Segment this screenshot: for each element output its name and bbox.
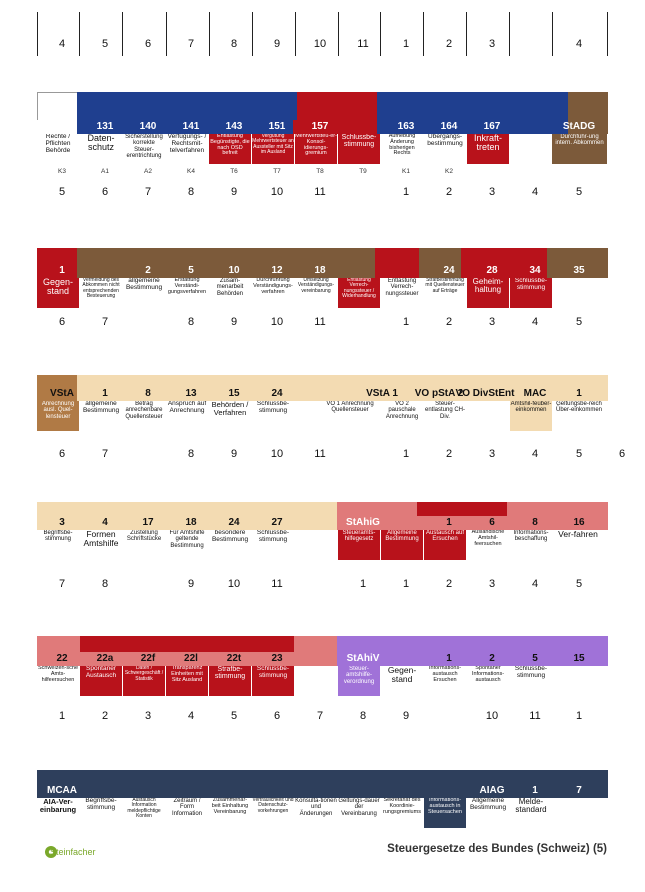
r3-bar-num: VO DivStEnt — [455, 388, 515, 399]
r2-bar-num: 2 — [145, 265, 151, 276]
r4-label: Schlussbe-stimmung — [256, 530, 290, 543]
r3-num: 9 — [230, 316, 238, 328]
r1-code: T8 — [316, 168, 324, 175]
r4-label: Ver-fahren — [558, 530, 598, 539]
r2-num: 3 — [488, 186, 496, 198]
r1-bar-num: 163 — [397, 121, 415, 132]
r2-num: 5 — [58, 186, 66, 198]
row1-bar-flipped — [37, 92, 608, 120]
r6-label: Melde-standard — [515, 798, 547, 815]
r3-bar-num: VStA 1 — [366, 388, 398, 399]
r5-bar-num: 5 — [532, 653, 538, 664]
r6-bar-num: 7 — [576, 785, 582, 796]
r3-num: 6 — [58, 316, 66, 328]
r1-bar-num: 151 — [268, 121, 286, 132]
r1-bar-num: 141 — [182, 121, 200, 132]
r4-label: Informations-beschaffung — [513, 530, 549, 543]
r5-label: Daten / Schwergeschäft / Statistik — [123, 666, 165, 696]
r4-num: 4 — [531, 448, 539, 460]
r4-bar-num: 6 — [489, 517, 495, 528]
r5-num: 7 — [58, 578, 66, 590]
r2-bar-num: 34 — [529, 265, 541, 276]
r6-label: Konsulta-tionen und Änderungen — [295, 798, 337, 817]
r5-bar-num: 22t — [226, 653, 242, 664]
r2-label: Entlastung Verrech-nungssteuer / Widerhandlung — [338, 278, 380, 308]
row2-bar-flipped — [37, 248, 608, 264]
r2-label: Gegen-stand — [37, 278, 79, 308]
r2-num: 2 — [445, 186, 453, 198]
r4-num: 3 — [488, 448, 496, 460]
r3-num: 1 — [402, 316, 410, 328]
r1-bar-num: 164 — [440, 121, 458, 132]
r1-label: Schlussbe-stimmung — [338, 134, 380, 164]
r5-bar-num: 15 — [573, 653, 585, 664]
r4-num: 6 — [58, 448, 66, 460]
r6-label: Zeitraum / Form Information — [171, 798, 202, 817]
row5-bar-flipped — [37, 636, 608, 652]
r5-bar-num: 22f — [140, 653, 156, 664]
r6-num: 1 — [58, 710, 66, 722]
r6-num: 7 — [316, 710, 324, 722]
r2-label: Umsetzung Verständigungs-vereinbarung — [297, 278, 335, 294]
r1-num: 4 — [58, 38, 66, 50]
r3-bar-num: MAC — [523, 388, 547, 399]
r5-label: Schlussbe-stimmung — [252, 666, 294, 696]
r1-bar-num: 157 — [311, 121, 329, 132]
r1-num: 9 — [273, 38, 281, 50]
r3-bar-num: 8 — [145, 388, 151, 399]
r3-label: Anspruch auf Anrechnung — [167, 401, 207, 414]
r6-label: Zusammenar-beit Einhaltung Vereinbarung — [211, 798, 249, 815]
r1-label: Aufhebung Änderung bisherigen Rechts — [388, 134, 416, 157]
r5-bar-num: 23 — [271, 653, 283, 664]
r5-num: 2 — [445, 578, 453, 590]
r5-num: 4 — [531, 578, 539, 590]
r5-bar-num: 22a — [96, 653, 114, 664]
r1-num: 3 — [488, 38, 496, 50]
r2-num: 1 — [402, 186, 410, 198]
r4-num: 5 — [575, 448, 583, 460]
r1-num: 1 — [402, 38, 410, 50]
r4-bar-num: 8 — [532, 517, 538, 528]
r4-bar-num: 3 — [59, 517, 65, 528]
r4-num: 10 — [270, 448, 284, 460]
r6-label: Vertraulichkeit und Datenschutz-vorkehrungen — [252, 798, 294, 814]
r4-bar-num: 4 — [102, 517, 108, 528]
r5-label: Spontaner Informations-austausch — [471, 666, 505, 683]
r4-label: Steueramts-hilfegesetz — [338, 530, 380, 560]
r5-num: 1 — [359, 578, 367, 590]
r4-label: Für Amtshilfe geltende Bestimmung — [169, 530, 205, 549]
r1-num: 8 — [230, 38, 238, 50]
r5-num: 5 — [575, 578, 583, 590]
r6-num: 9 — [402, 710, 410, 722]
r3-num: 3 — [488, 316, 496, 328]
r2-bar-num: 28 — [486, 265, 498, 276]
r3-label: Amtshil-feüber-einkommen — [510, 401, 552, 431]
r1-code: K2 — [445, 168, 453, 175]
r5-label: Schlussbe-stimmung — [514, 666, 548, 679]
r4-bar-num: 17 — [142, 517, 154, 528]
r3-bar-num: 13 — [185, 388, 197, 399]
r1-bar-num: 140 — [139, 121, 157, 132]
r2-label: allgemeine Bestimmung — [125, 278, 163, 291]
r2-bar-num: 35 — [573, 265, 585, 276]
r3-num: 2 — [445, 316, 453, 328]
r1-bar-num: 131 — [96, 121, 114, 132]
r3-label: VO 2 pauschale Anrechnung — [385, 401, 419, 420]
r4-label: Formen Amtshilfe — [83, 530, 119, 548]
r1-code: K3 — [58, 168, 66, 175]
r3-bar-code: VStA — [50, 388, 74, 399]
r6-num: 6 — [273, 710, 281, 722]
row6-bar-flipped — [37, 770, 608, 784]
r4-num: 1 — [402, 448, 410, 460]
r1-label: Entlastung Begünstigte, die nach OSD befreit — [209, 134, 251, 164]
r6-bar-num: 1 — [532, 785, 538, 796]
r2-bar-num: 1 — [59, 265, 65, 276]
r2-label: Vermeidung des Abkommen nicht entsprechenden Besteuerung — [82, 278, 120, 299]
r1-label: Rechte / Pflichten Behörde — [45, 134, 71, 154]
r5-num: 11 — [271, 578, 283, 590]
r3-label: Schlussbe-stimmung — [256, 401, 290, 414]
r5-bar-num: 1 — [446, 653, 452, 664]
r6-label: Sekretariat des Koordinie-rungsgremiums — [383, 798, 421, 815]
r1-code: T6 — [230, 168, 238, 175]
r5-label: Transparenz Einheiten mit Sitz Ausland — [166, 666, 208, 696]
r6-label: Begriffsbe-stimmung — [85, 798, 117, 811]
r6-num: 1 — [575, 710, 583, 722]
r1-num: 2 — [445, 38, 453, 50]
r4-bar-num: 27 — [271, 517, 283, 528]
r4-bar-num: 1 — [446, 517, 452, 528]
r2-label: Schlussbe-stimmung — [510, 278, 552, 308]
r3-label: allgemeine Bestimmung — [82, 401, 120, 414]
r2-num: 7 — [144, 186, 152, 198]
document-title: Steuergesetze des Bundes (Schweiz) (5) — [387, 843, 607, 855]
r3-bar-num: 1 — [576, 388, 582, 399]
r4-bar-num: 18 — [185, 517, 197, 528]
r4-num: 2 — [445, 448, 453, 460]
r6-num: 4 — [187, 710, 195, 722]
r1-label: Vergütung Mehrwertsteuer an Aussteller mit Sitz im Ausland — [252, 134, 294, 164]
r6-num: 2 — [101, 710, 109, 722]
r5-label: Steuer-amtshilfe-verordnung — [338, 666, 380, 696]
r6-label: Allgemeine Bestimmung — [469, 798, 507, 811]
r1-num: 7 — [187, 38, 195, 50]
r3-num: 11 — [314, 316, 326, 328]
r4-bar-num: 16 — [573, 517, 585, 528]
r5-num: 9 — [187, 578, 195, 590]
r3-num: 10 — [270, 316, 284, 328]
r4-label: Begriffsbe-stimmung — [43, 530, 73, 543]
r6-label: Geltungs-dauer der Vereinbarung — [338, 798, 380, 817]
r6-bar-code: AIAG — [479, 785, 505, 796]
r3-bar-num: 15 — [228, 388, 240, 399]
r2-num: 9 — [230, 186, 238, 198]
r1-num: 11 — [357, 38, 369, 50]
r5-num: 8 — [101, 578, 109, 590]
r1-bar-num: 167 — [483, 121, 501, 132]
r1-label: Verfügungs- / Rechtsmit-telverfahren — [167, 134, 207, 154]
r3-label: Behörden / Verfahren — [211, 401, 249, 417]
r4-num: 7 — [101, 448, 109, 460]
r3-bar-num: 24 — [271, 388, 283, 399]
r2-bar-num: 18 — [314, 265, 326, 276]
r6-label: Austausch Information meldepflichtige Konten — [127, 798, 161, 819]
r4-num: 11 — [314, 448, 326, 460]
r4-label: Ausländische Amtshil-feersuchen — [471, 530, 505, 547]
r2-bar-num: 10 — [228, 265, 240, 276]
r1-label: Daten-schutz — [87, 134, 115, 153]
r3-label: Anrechnung ausl. Quel-lensteuer — [37, 401, 79, 431]
r2-label: Strafbestimmung mit Quellensteuer auf Erträge — [425, 278, 465, 294]
r6-label: AIA-Ver-einbarung — [39, 798, 77, 814]
r3-bar-num: VO pStA 2 — [414, 388, 464, 399]
r2-num: 10 — [270, 186, 284, 198]
r3-num: 7 — [101, 316, 109, 328]
r4-label: besondere Bestimmung — [211, 530, 249, 543]
r1-code: A1 — [101, 168, 109, 175]
r5-num: 10 — [227, 578, 241, 590]
r3-label: Geltungsbe-reich Über-einkommen — [555, 401, 603, 414]
r2-bar-num: 12 — [271, 265, 283, 276]
r1-label: Mehrwertsteu-er-Konsol-idierungs-gremium — [295, 134, 337, 164]
r5-bar-code: StAhiV — [346, 653, 380, 664]
r5-label: Spontaner Austausch — [80, 666, 122, 696]
r5-label: Schweizen-sche Amts-hilfeersuchen — [37, 666, 79, 683]
r1-code: K4 — [187, 168, 195, 175]
r1-num: 4 — [575, 38, 583, 50]
r5-label: Strafbe-stimmung — [209, 666, 251, 696]
r2-label: Durchführung Verständigungs-verfahren — [253, 278, 293, 295]
r2-label: Zusam-menarbeit Behörden — [216, 278, 244, 297]
r2-bar-num: 24 — [443, 265, 455, 276]
r3-num: 5 — [575, 316, 583, 328]
r2-label: Erstattung Verständi-gungsverfahren — [167, 278, 207, 295]
r3-bar-num: 1 — [102, 388, 108, 399]
r6-label: Informations-austausch in Steuersachen — [424, 798, 466, 828]
r1-label: Übergangs-bestimmung — [427, 134, 463, 147]
r4-label: Allgemeine Bestimmung — [381, 530, 423, 560]
r1-code: T7 — [273, 168, 281, 175]
r2-num: 5 — [575, 186, 583, 198]
r4-bar-num: 24 — [228, 517, 240, 528]
r1-num: 5 — [101, 38, 109, 50]
r1-code: A2 — [144, 168, 152, 175]
r2-num: 6 — [101, 186, 109, 198]
r2-num: 4 — [531, 186, 539, 198]
r4-num: 9 — [230, 448, 238, 460]
r1-bar-code: StADG — [562, 121, 596, 132]
r3-label: Betrag anrechenbare Quellensteuer — [125, 401, 163, 420]
r6-num: 11 — [529, 710, 541, 722]
r1-num: 10 — [313, 38, 327, 50]
r4-label: Zustellung Schriftstücke — [126, 530, 162, 543]
r4-num: 8 — [187, 448, 195, 460]
r5-bar-num: 22l — [184, 653, 198, 664]
r5-num: 3 — [488, 578, 496, 590]
r1-label: Sicherstellung korrekte Steuer-erentrichtung — [125, 134, 163, 159]
r5-label: Informations-austausch Ersuchen — [428, 666, 462, 683]
r3-label: VO 1 Anrechnung Quellensteuer — [326, 401, 374, 414]
r1-label: Inkraft-treten — [467, 134, 509, 164]
r1-label: Durchführ-ung intern. Abkommen — [552, 134, 607, 164]
r5-label: Gegen-stand — [387, 666, 417, 684]
r2-num: 8 — [187, 186, 195, 198]
r4-label: Austausch auf Ersuchen — [424, 530, 466, 560]
r2-label: Entlastung Verrech-nungssteuer — [385, 278, 419, 297]
r1-num: 6 — [144, 38, 152, 50]
r6-num: 10 — [485, 710, 499, 722]
r4-num: 6 — [618, 448, 626, 460]
r4-bar-code: StAhiG — [346, 517, 380, 528]
r2-bar-num: 5 — [188, 265, 194, 276]
r6-bar-code: MCAA — [47, 785, 77, 796]
r6-num: 3 — [144, 710, 152, 722]
r3-num: 8 — [187, 316, 195, 328]
r5-num: 1 — [402, 578, 410, 590]
r1-code: K1 — [402, 168, 410, 175]
r2-num: 11 — [314, 186, 326, 198]
r5-bar-num: 2 — [489, 653, 495, 664]
r2-label: Geheim-haltung — [467, 278, 509, 308]
brand-name: Steinfacher — [50, 847, 96, 857]
r1-code: T9 — [359, 168, 367, 175]
r1-bar-num: 143 — [225, 121, 243, 132]
r5-bar-num: 22 — [56, 653, 68, 664]
r6-num: 8 — [359, 710, 367, 722]
r3-label: Steuer-entlastung CH-Div. — [424, 401, 466, 420]
r3-num: 4 — [531, 316, 539, 328]
r6-num: 5 — [230, 710, 238, 722]
